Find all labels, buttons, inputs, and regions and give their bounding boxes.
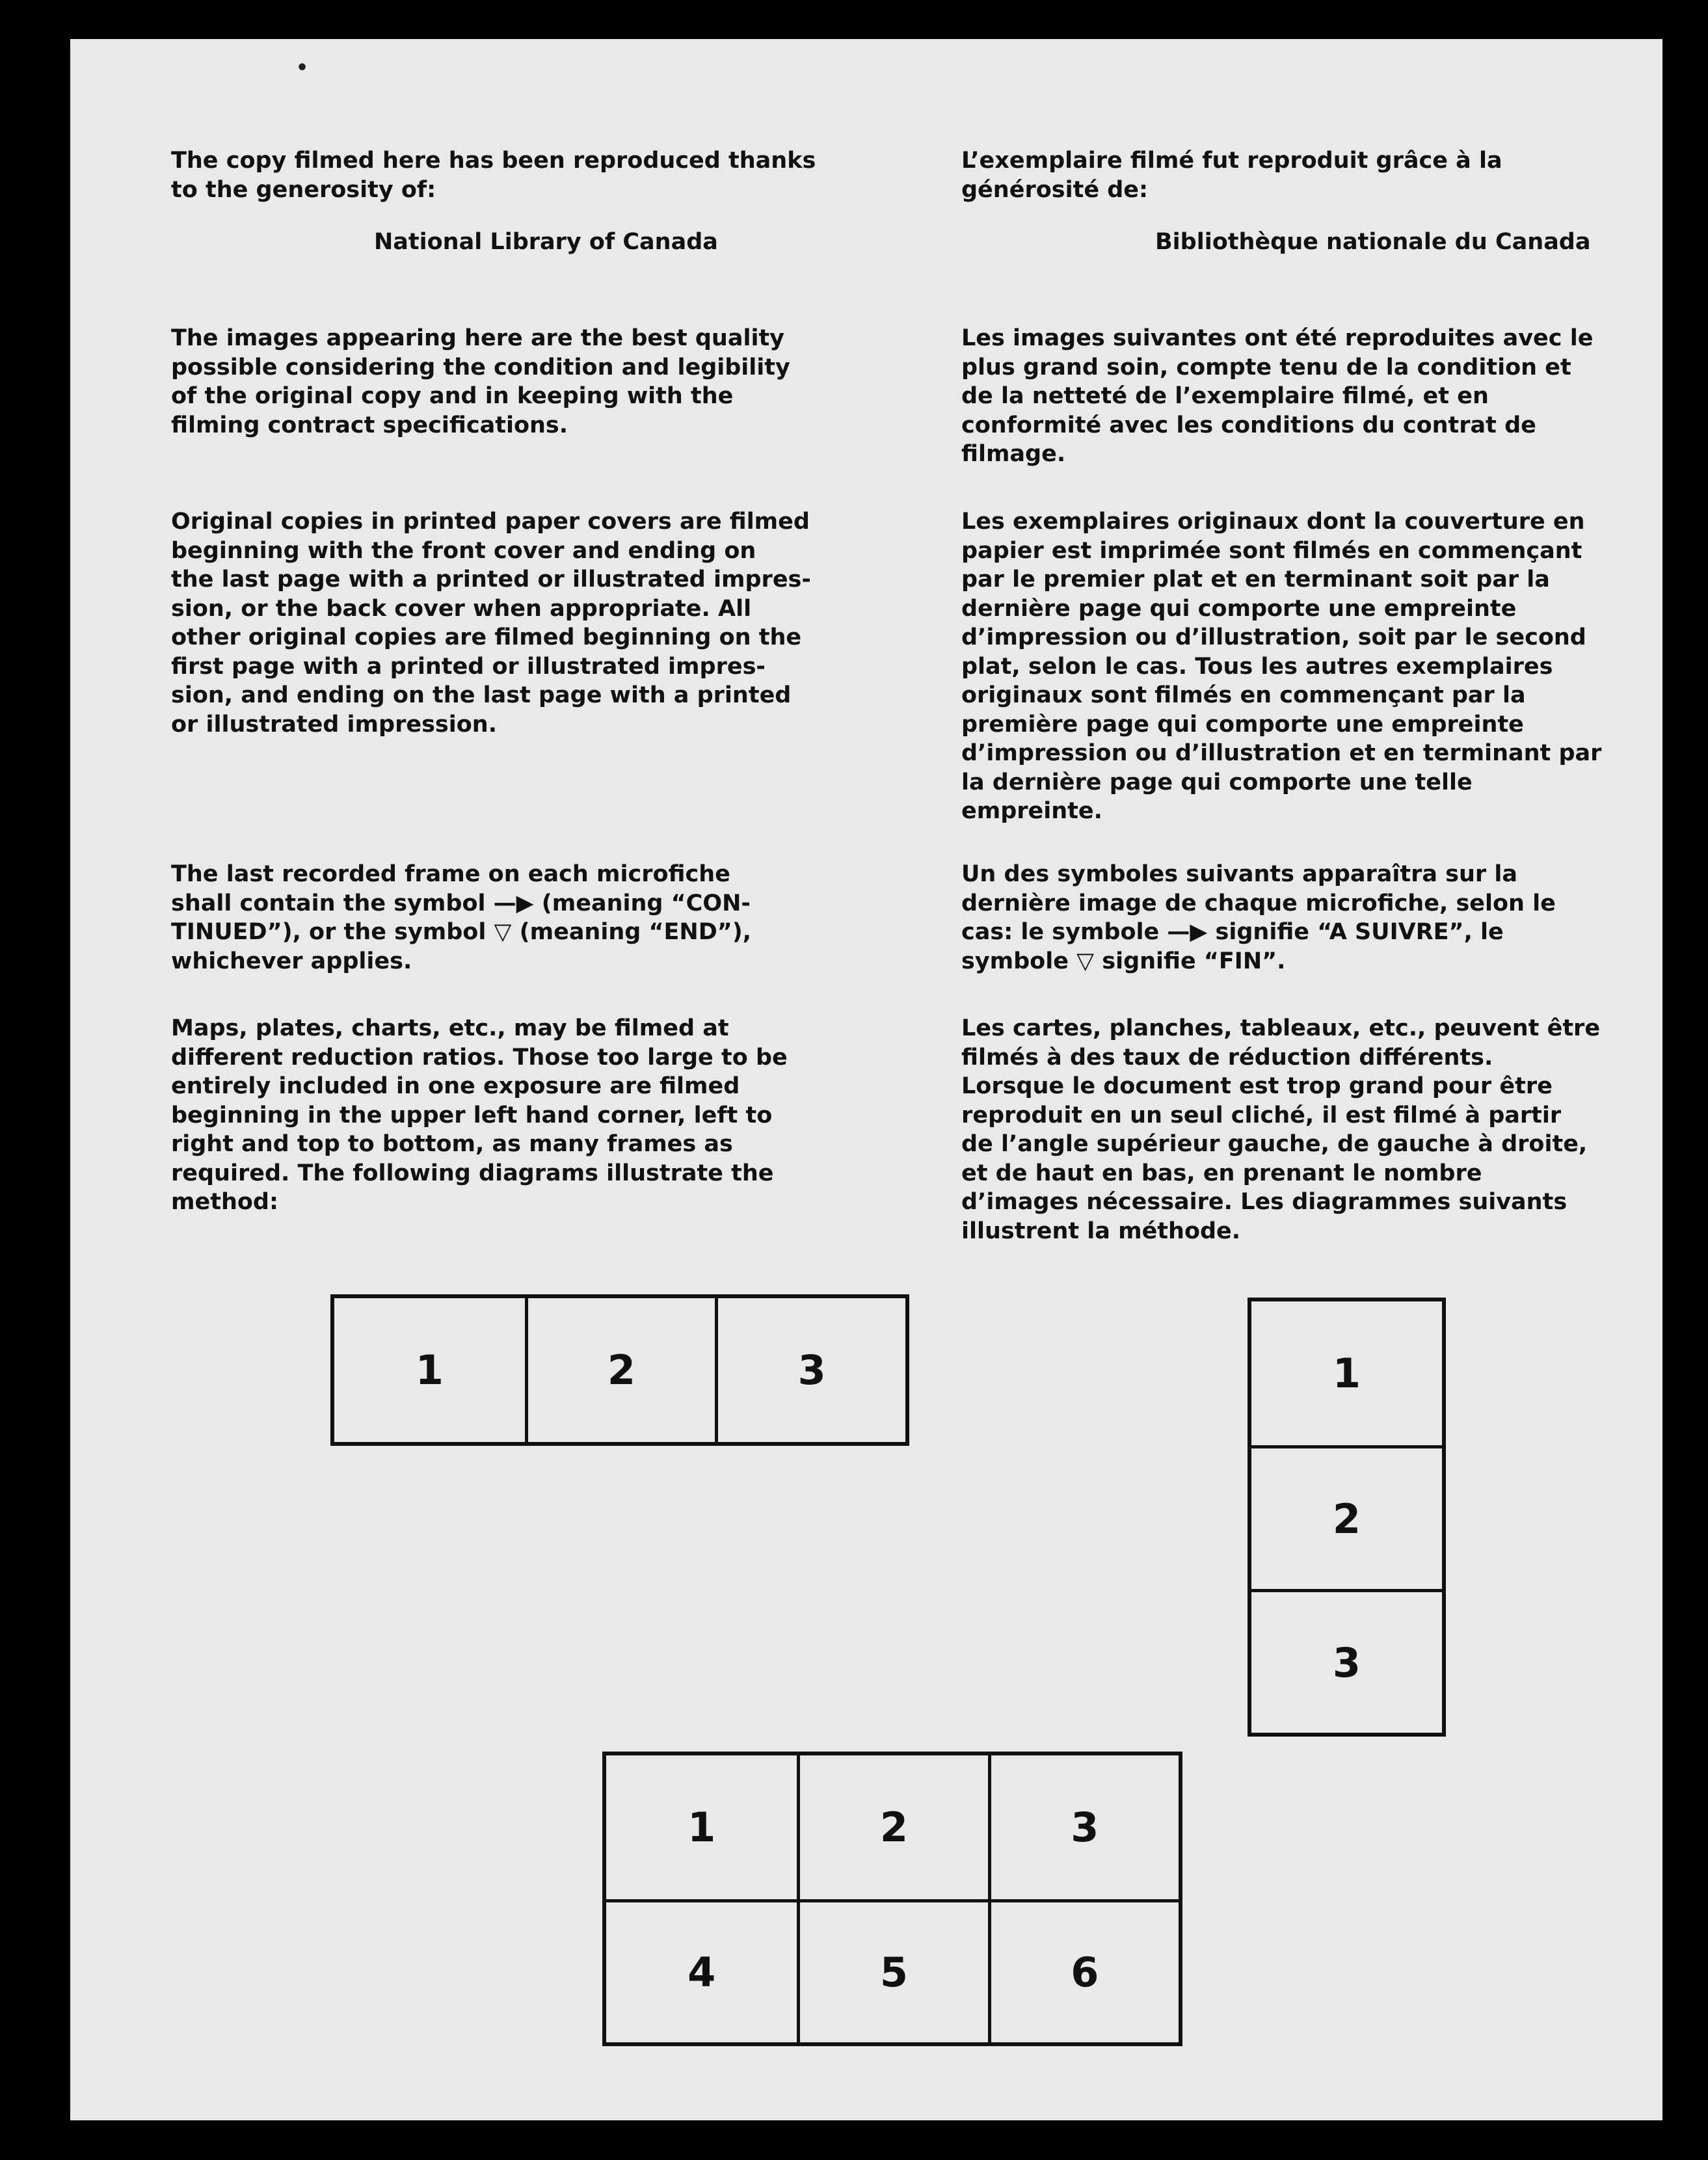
right-intro-text: L’exemplaire filmé fut reproduit grâce à la générosité de:: [961, 148, 1502, 203]
frame-cell: 1: [415, 1346, 444, 1394]
filming-notice-page: [70, 39, 1662, 2120]
ink-smudge-mark: •: [296, 57, 309, 79]
right-symbols-paragraph: Un des symboles suivants apparaîtra sur la dernière image de chaque microfiche, selon le cas: le symbole —▶ signifie “A SUIVRE”, le symbole ▽ signifie “FIN”.: [961, 861, 1556, 974]
left-originals-paragraph: Original copies in printed paper covers are filmed beginning with the front cover and ending on the last page with a printed or illustrated impres- sion, or the back cover when appropriate. All other original copies are filmed beginning on the first page with a printed or illustrated impres- sion, and ending on the last page with a printed or illustrated impression.: [171, 509, 811, 738]
horizontal-frames-diagram: [330, 1294, 909, 1446]
left-maps-paragraph: Maps, plates, charts, etc., may be filmed at different reduction ratios. Those too large to be entirely included in one exposure are filmed beginning in the upper left hand corner, left to right and top to bottom, as many frames as required. The following diagrams illustrate the method:: [171, 1015, 788, 1215]
frame-cell: 4: [606, 1899, 797, 2043]
frame-cell: 1: [687, 1803, 716, 1851]
frame-cell: 6: [988, 1899, 1179, 2043]
frame-cell: 1: [1332, 1350, 1361, 1397]
frame-cell: 3: [988, 1755, 1179, 1899]
right-quality-paragraph: Les images suivantes ont été reproduites avec le plus grand soin, compte tenu de la condition et de la netteté de l’exemplaire filmé, et en conformité avec les conditions du contrat de filmage.: [961, 325, 1594, 467]
right-originals-paragraph: Les exemplaires originaux dont la couverture en papier est imprimée sont filmés en commençant par le premier plat et en terminant soit par la dernière page qui comporte une empreinte d’impression ou d’illustration, soit par le second plat, selon le cas. Tous les autres exemplaires originaux sont filmés en commençant par la première page qui comporte une empreinte d’impression ou d’illustration et en terminant par la dernière page qui comporte une telle empreinte.: [961, 509, 1602, 824]
left-symbols-paragraph: The last recorded frame on each microfiche shall contain the symbol —▶ (meaning “CON- TINUED”), or the symbol ▽ (meaning “END”), whichever applies.: [171, 861, 752, 974]
left-institution-name: National Library of Canada: [374, 229, 718, 255]
frame-cell: 3: [715, 1298, 905, 1442]
vertical-frames-diagram: [1248, 1298, 1446, 1737]
frame-cell: 5: [797, 1899, 987, 2043]
right-institution-name: Bibliothèque nationale du Canada: [1155, 229, 1591, 255]
right-maps-paragraph: Les cartes, planches, tableaux, etc., peuvent être filmés à des taux de réduction différents. Lorsque le document est trop grand pour être reproduit en un seul cliché, il est filmé à partir de l’angle supérieur gauche, de gauche à droite, et de haut en bas, en prenant le nombre d’images nécessaire. Les diagrammes suivants illustrent la méthode.: [961, 1015, 1601, 1244]
frame-cell: 2: [1251, 1445, 1442, 1589]
frame-cell: 3: [1251, 1589, 1442, 1733]
left-quality-paragraph: The images appearing here are the best quality possible considering the condition and legibility of the original copy and in keeping with the filming contract specifications.: [171, 325, 790, 438]
left-intro-text: The copy filmed here has been reproduced thanks to the generosity of:: [171, 148, 816, 203]
frame-cell: 2: [797, 1755, 987, 1899]
grid-frames-diagram: [602, 1752, 1182, 2046]
frame-cell: 2: [525, 1298, 715, 1442]
